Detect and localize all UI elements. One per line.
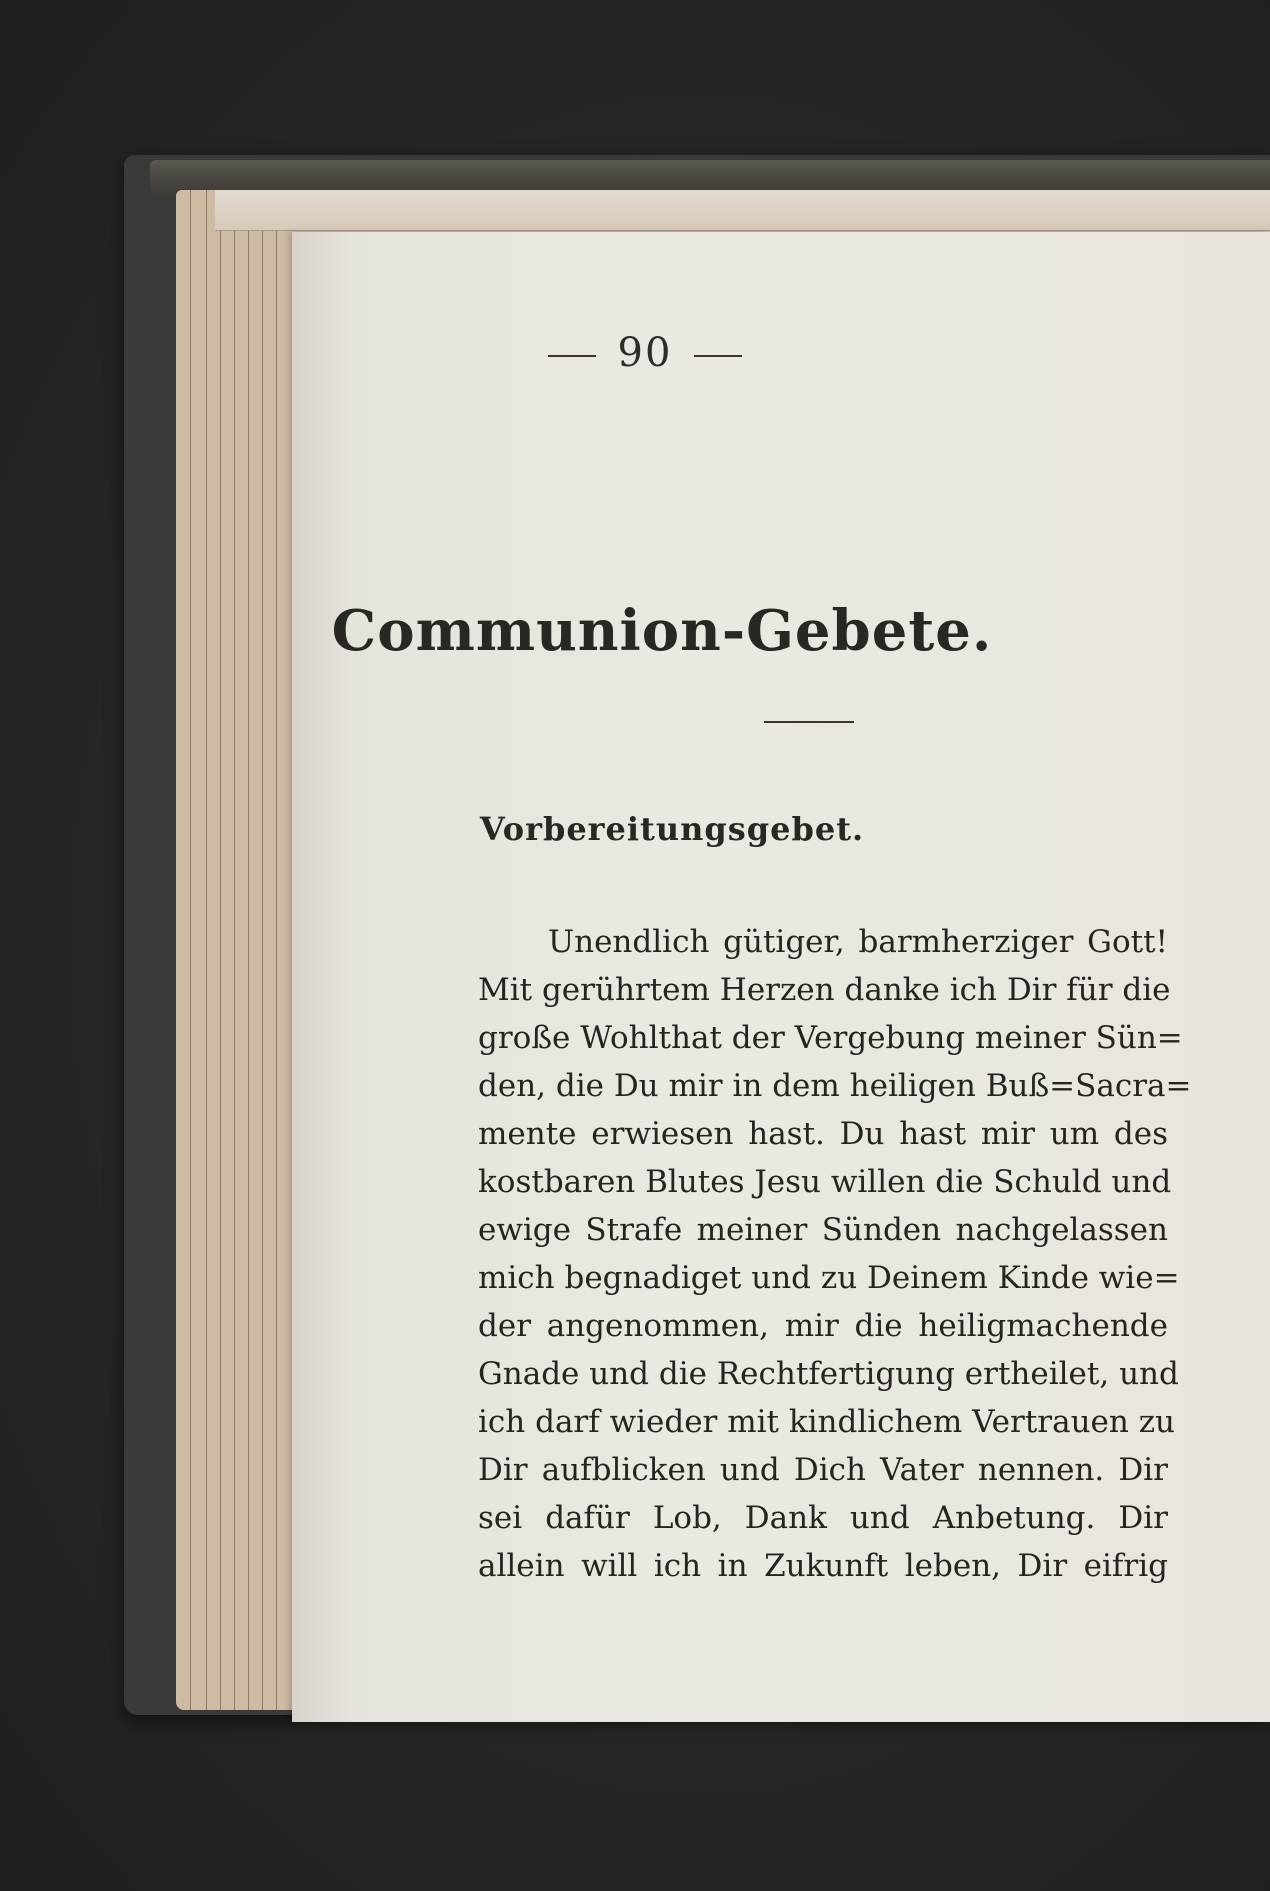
- text-line: sei dafür Lob, Dank und Anbetung. Dir: [478, 1500, 1168, 1536]
- text-line: mich begnadiget und zu Deinem Kinde wie=: [478, 1260, 1180, 1296]
- text-line: Mit gerührtem Herzen danke ich Dir für die: [478, 972, 1171, 1008]
- text-line: kostbaren Blutes Jesu willen die Schuld und: [478, 1164, 1172, 1200]
- prayer-text: [478, 918, 1192, 1590]
- page-edge-line: [234, 190, 235, 1710]
- page-number-dash-left: [548, 355, 596, 357]
- page-edge-line: [206, 190, 207, 1710]
- title-divider: [764, 721, 854, 723]
- page-edge-line: [190, 190, 191, 1710]
- page-top-edge: [215, 190, 1270, 231]
- page-title: Communion-Gebete.: [331, 598, 993, 664]
- page-number-value: 90: [617, 330, 673, 376]
- text-line: Gnade und die Rechtfertigung ertheilet, und: [478, 1356, 1179, 1392]
- section-title: Vorbereitungsgebet.: [479, 810, 865, 848]
- text-line: den, die Du mir in dem heiligen Buß=Sacra=: [478, 1068, 1192, 1104]
- text-line: mente erwiesen hast. Du hast mir um des: [478, 1116, 1168, 1152]
- text-line: ewige Strafe meiner Sünden nachgelassen: [478, 1212, 1168, 1248]
- page-edge-line: [248, 190, 249, 1710]
- text-line: ich darf wieder mit kindlichem Vertrauen zu: [478, 1404, 1176, 1440]
- text-line: allein will ich in Zukunft leben, Dir eifrig: [478, 1548, 1168, 1584]
- page-edge-line: [220, 190, 221, 1710]
- page-edge-line: [262, 190, 263, 1710]
- page-edge-line: [276, 190, 277, 1710]
- page-number: [0, 330, 1000, 376]
- text-line: Unendlich gütiger, barmherziger Gott!: [548, 924, 1168, 960]
- text-line: Dir aufblicken und Dich Vater nennen. Dir: [478, 1452, 1168, 1488]
- text-line: der angenommen, mir die heiligmachende: [478, 1308, 1168, 1344]
- page-number-dash-right: [694, 355, 742, 357]
- text-line: große Wohlthat der Vergebung meiner Sün=: [478, 1020, 1183, 1056]
